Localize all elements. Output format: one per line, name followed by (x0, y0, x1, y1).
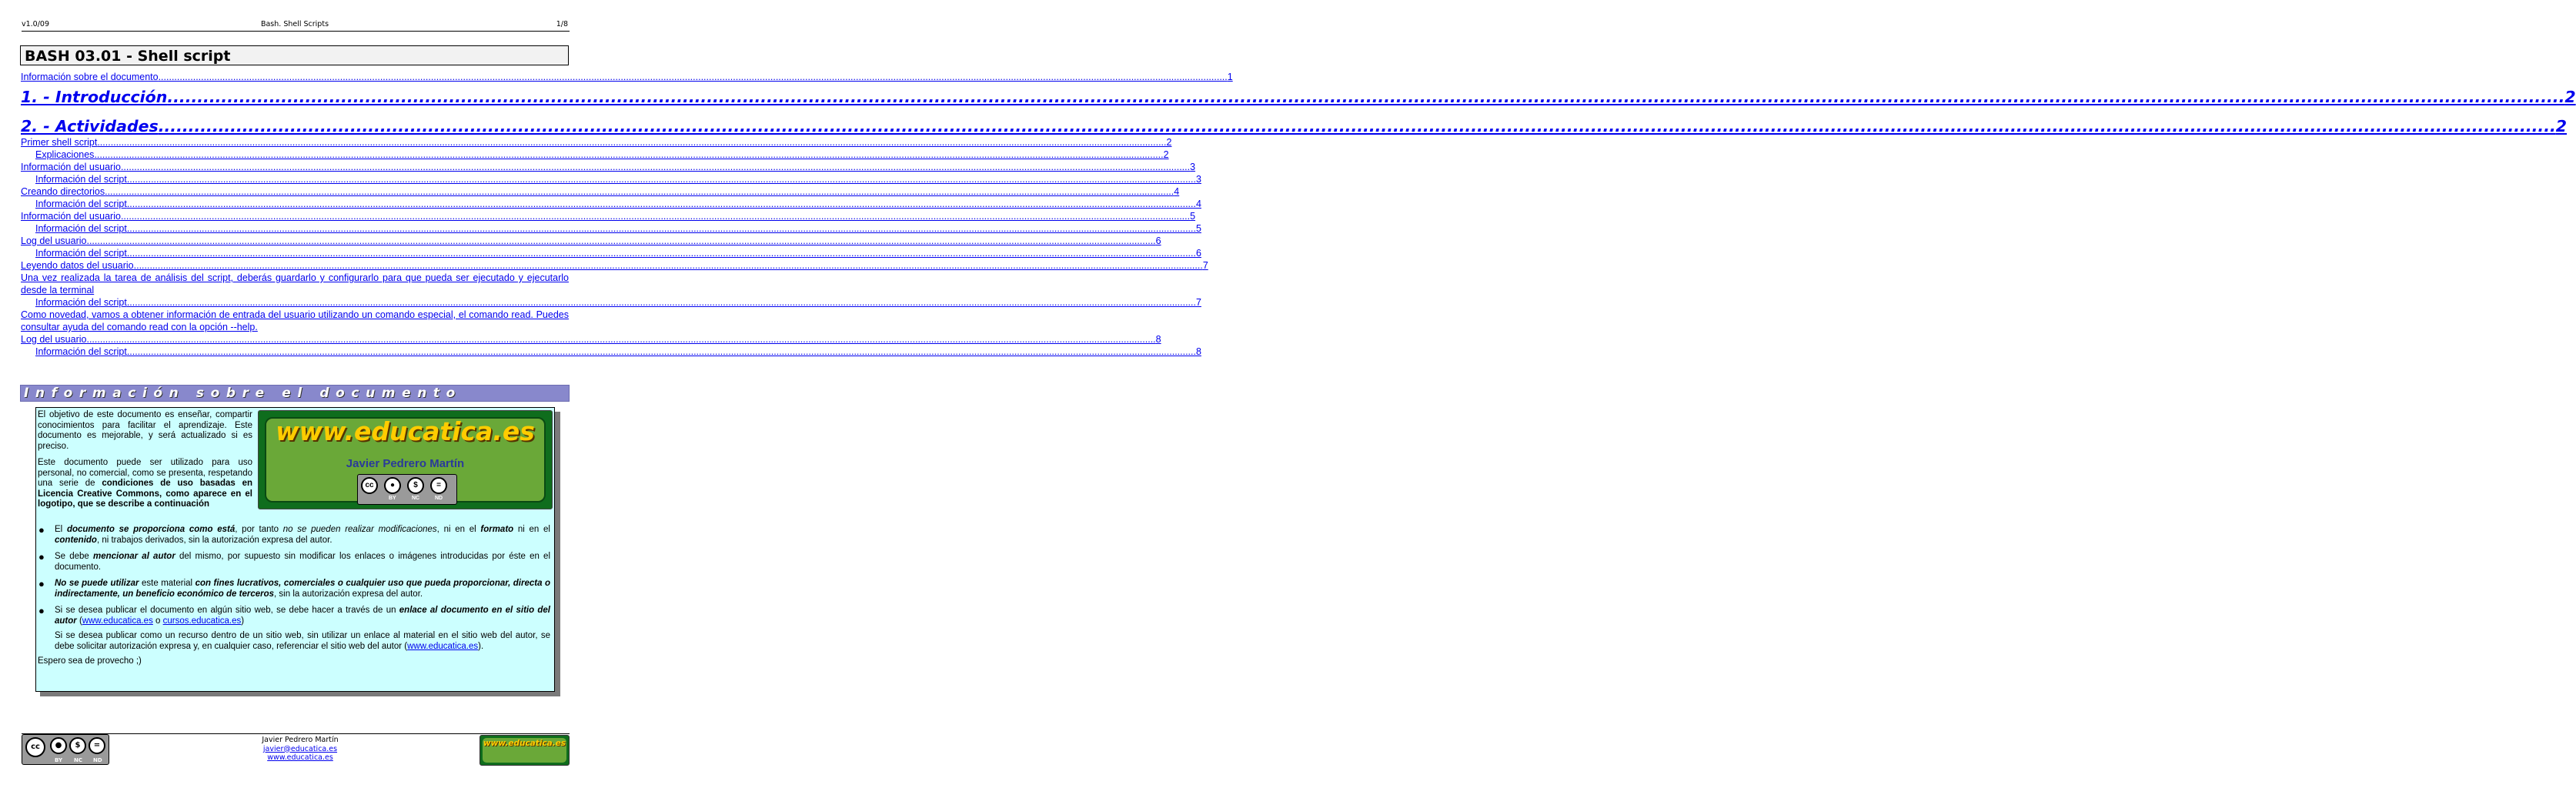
toc-entry-label: Creando directorios (21, 186, 105, 197)
toc-dot-leader: ................................................................................................................................................................................................................................................................................................................................................................................................................ (105, 186, 1174, 197)
toc-dot-leader: ................................................................................................................................................................................................................................................................................................................................................................................................................ (94, 149, 1164, 160)
toc-entry[interactable] (21, 198, 1201, 210)
header-divider (22, 31, 570, 32)
toc-entry[interactable] (21, 259, 1208, 272)
toc-entry[interactable] (21, 71, 1233, 83)
toc-entry[interactable] (21, 235, 1161, 247)
cc-icon: cc (25, 737, 45, 757)
toc-entry-label: Log del usuario (21, 334, 87, 345)
doc-version: v1.0/09 (22, 20, 50, 28)
toc-entry-label: Información sobre el documento (21, 72, 159, 82)
footer-author (216, 736, 385, 763)
cc-license-badge: cc ● $ = BY NC ND (357, 474, 457, 505)
info-box (35, 407, 555, 692)
toc-page-number: 1 (1227, 72, 1233, 82)
cc-icon: cc (361, 477, 378, 494)
toc-page-number: 5 (1195, 223, 1201, 234)
educatica-logo (258, 410, 553, 509)
by-person-icon: ● (50, 737, 67, 754)
nc-dollar-icon: $ (69, 737, 86, 754)
nd-equals-icon: = (89, 737, 105, 754)
toc-dot-leader: ................................................................................................................................................................................................................................................................................................................................................................................................................ (126, 248, 1196, 259)
info-paragraph-1: El objetivo de este documento es enseñar, compartir conocimientos para facilitar el aprendizaje. Este documento es mejorable, y será actualizado si es preciso. (38, 410, 252, 451)
toc-page-number: 6 (1195, 248, 1201, 259)
page-number: 1/8 (556, 20, 568, 28)
bullet-icon: ● (38, 605, 45, 616)
toc-entry-label: Leyendo datos del usuario (21, 260, 134, 271)
bullet-icon: ● (38, 524, 45, 536)
toc-entry-label: Información del script (35, 199, 127, 209)
toc-entry-label: Log del usuario (21, 235, 87, 246)
toc-page-number: 3 (1190, 162, 1196, 172)
toc-entry[interactable] (21, 87, 2576, 107)
toc-entry-label: 2. - Actividades (21, 117, 159, 135)
closing-text: Espero sea de provecho ;) (38, 656, 142, 666)
toc-dot-leader: ................................................................................................................................................................................................................................................................................................................................................................................................................ (120, 162, 1191, 172)
toc-entry[interactable] (21, 346, 1201, 358)
toc-page-number: 3 (1195, 174, 1201, 185)
bullet-icon: ● (38, 551, 45, 563)
toc-page-number: 5 (1190, 211, 1196, 222)
toc-page-number: 2 (1166, 137, 1172, 148)
logo-author-text: Javier Pedrero Martín (346, 457, 465, 470)
educatica-link[interactable]: www.educatica.es (82, 616, 153, 626)
toc-entry[interactable] (21, 272, 569, 296)
toc-entry[interactable] (21, 247, 1201, 259)
footer-educatica-logo (479, 735, 570, 766)
logo-url-text: www.educatica.es (276, 416, 535, 446)
toc-entry[interactable] (21, 136, 1172, 149)
footer-cc-badge: cc ● $ = BY NC ND (22, 734, 109, 765)
toc-dot-leader: ................................................................................................................................................................................................................................................................................................................................................................................................................ (120, 211, 1191, 222)
toc-dot-leader: ................................................................................................................................................................................................................................................................................................................................................................................................................ (167, 88, 2565, 106)
author-email-link[interactable]: javier@educatica.es (262, 744, 338, 753)
toc-entry[interactable] (21, 173, 1201, 185)
toc-page-number: 2 (2564, 88, 2576, 106)
toc-page-number: 6 (1155, 235, 1161, 246)
toc-entry[interactable] (21, 185, 1180, 198)
author-site-link[interactable]: www.educatica.es (267, 753, 333, 762)
toc-entry-label: Como novedad, vamos a obtener información de entrada del usuario utilizando un comando especial, el comando read. Puedes consultar ayuda del comando read con la opción --help. (21, 309, 569, 332)
section-heading: Información sobre el documento (24, 386, 462, 401)
toc-page-number: 8 (1195, 346, 1201, 357)
toc-entry-label: Primer shell script (21, 137, 98, 148)
list-item: ● El documento se proporciona como está, por tanto no se pueden realizar modificaciones, ni en el formato ni en el contenido, ni trabajos derivados, sin la autorización expresa del autor. (38, 524, 550, 545)
cursos-educatica-link[interactable]: cursos.educatica.es (162, 616, 242, 626)
footer-logo-url: www.educatica.es (483, 739, 566, 748)
toc-dot-leader: ................................................................................................................................................................................................................................................................................................................................................................................................................ (133, 260, 1203, 271)
toc-page-number: 2 (2555, 117, 2568, 135)
toc-entry[interactable] (21, 296, 1201, 309)
table-of-contents (21, 71, 2576, 358)
by-person-icon: ● (384, 477, 401, 494)
toc-entry[interactable] (21, 222, 1201, 235)
toc-page-number: 8 (1155, 334, 1161, 345)
toc-dot-leader: ................................................................................................................................................................................................................................................................................................................................................................................................................ (158, 72, 1228, 82)
toc-entry[interactable] (21, 161, 1196, 173)
conditions-list (38, 525, 550, 667)
toc-dot-leader: ................................................................................................................................................................................................................................................................................................................................................................................................................ (126, 223, 1196, 234)
toc-dot-leader: ................................................................................................................................................................................................................................................................................................................................................................................................................ (126, 174, 1196, 185)
publishing-note: Si se desea publicar como un recurso dentro de un sitio web, sin utilizar un enlace al material en el sitio web del autor, se debe solicitar autorización expresa y, en cualquier caso, referenciar el sitio web del autor (www.educatica.es). (55, 631, 550, 651)
toc-entry[interactable] (21, 116, 2568, 136)
toc-dot-leader: ................................................................................................................................................................................................................................................................................................................................................................................................................ (158, 117, 2556, 135)
nc-dollar-icon: $ (407, 477, 424, 494)
header-title: Bash. Shell Scripts (260, 20, 329, 28)
toc-dot-leader: ................................................................................................................................................................................................................................................................................................................................................................................................................ (126, 199, 1196, 209)
section-heading-band (20, 385, 570, 402)
toc-entry[interactable] (21, 210, 1196, 222)
toc-entry[interactable] (21, 309, 569, 333)
toc-page-number: 7 (1202, 260, 1208, 271)
page-title: BASH 03.01 - Shell script (20, 45, 569, 65)
toc-dot-leader: ................................................................................................................................................................................................................................................................................................................................................................................................................ (86, 334, 1156, 345)
list-item: ● No se puede utilizar este material con fines lucrativos, comerciales o cualquier uso que pueda proporcionar, directa o indirectamente, un beneficio económico de terceros, sin la autorización expresa del autor. (38, 578, 550, 599)
license-conditions-text: condiciones de uso basadas en Licencia Creative Commons, como aparece en el logotipo, que se describe a continuación (38, 479, 252, 509)
toc-entry-label: 1. - Introducción (21, 88, 168, 106)
toc-page-number: 2 (1163, 149, 1169, 160)
toc-entry-label: Información del script (35, 174, 127, 185)
educatica-link[interactable]: www.educatica.es (407, 641, 479, 651)
toc-entry-label: Información del script (35, 346, 127, 357)
toc-entry-label: Información del usuario (21, 211, 121, 222)
toc-entry-label: Explicaciones (35, 149, 95, 160)
toc-page-number: 7 (1195, 297, 1201, 308)
author-name: Javier Pedrero Martín (262, 736, 339, 744)
toc-page-number: 4 (1195, 199, 1201, 209)
toc-dot-leader: ................................................................................................................................................................................................................................................................................................................................................................................................................ (126, 346, 1196, 357)
toc-entry-label: Una vez realizada la tarea de análisis del script, deberás guardarlo y configurarlo para que pueda ser ejecutado y ejecutarlo desde la terminal (21, 272, 569, 296)
toc-entry-label: Información del script (35, 248, 127, 259)
list-item: ● Se debe mencionar al autor del mismo, por supuesto sin modificar los enlaces o imágenes introducidas por éste en el documento. (38, 551, 550, 572)
toc-dot-leader: ................................................................................................................................................................................................................................................................................................................................................................................................................ (126, 297, 1196, 308)
toc-entry[interactable] (21, 333, 1161, 346)
toc-page-number: 4 (1174, 186, 1180, 197)
list-item: ● Si se desea publicar el documento en algún sitio web, se debe hacer a través de un enlace al documento en el sitio del autor (www.educatica.es o cursos.educatica.es) (38, 605, 550, 626)
bullet-icon: ● (38, 578, 45, 589)
toc-entry-label: Información del usuario (21, 162, 121, 172)
toc-entry[interactable] (21, 149, 1169, 161)
toc-entry-label: Información del script (35, 223, 127, 234)
page-header (22, 20, 568, 29)
toc-dot-leader: ................................................................................................................................................................................................................................................................................................................................................................................................................ (86, 235, 1156, 246)
toc-dot-leader: ................................................................................................................................................................................................................................................................................................................................................................................................................ (97, 137, 1167, 148)
toc-entry-label: Información del script (35, 297, 127, 308)
nd-equals-icon: = (430, 477, 447, 494)
info-paragraph-2: Este documento puede ser utilizado para uso personal, no comercial, como se presenta, respetando una serie de condiciones de uso basadas en Licencia Creative Commons, como aparece en el logotipo, que se describe a continuación (38, 458, 252, 509)
